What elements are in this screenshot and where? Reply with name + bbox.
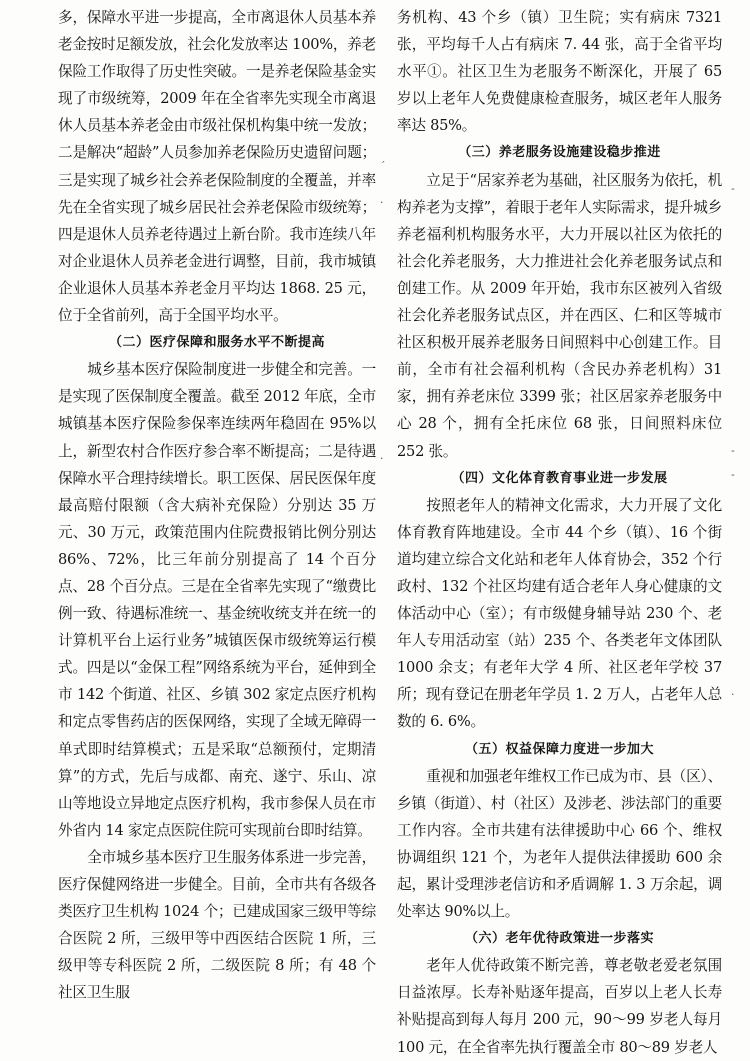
margin-mark: · [380, 196, 384, 209]
paragraph-medical-insurance: 城乡基本医疗保险制度进一步健全和完善。一是实现了医保制度全覆盖。截至 2012 年底，全市城镇基本医疗保险参保率连续两年稳固在 95%以上，新型农村合作医疗参合率不断提高；二是待遇保障水平合理持续增长。职工医保、居民医保年度最高赔付限额（含大病补充保险）分别达 35 万元、30 万元，政策范围内住院费报销比例分别达 86%、72%，比三年前分别提高了 14 个百分点、28 个百分点。三是在全省率先实现了“缴费比例一致、待遇标准统一、基金统收统支并在统一的计算机平台上运行业务”城镇医保市级统筹运行模式。四是以“金保工程”网络系统为平台，延伸到全市 142 个街道、社区、乡镇 302 家定点医疗机构和定点零售药店的医保网络，实现了全域无障碍一单式即时结算模式；五是采取“总额预付，定期清算”的方式，先后与成都、南充、遂宁、乐山、凉山等地设立异地定点医疗机构，我市参保人员在市外省内 14 家定点医院住院可实现前台即时结算。 [58, 361, 376, 839]
section-heading-medical: （二）医疗保障和服务水平不断提高 [108, 335, 325, 351]
section-heading-preferential: （六）老年优待政策进一步落实 [464, 931, 654, 947]
paragraph-preferential: 老年人优待政策不断完善，尊老敬老爱老氛围日益浓厚。长寿补贴逐年提高，百岁以上老人长寿补贴提高到每人每月 200 元，90～99 岁老人每月 100 元，在全省率先执行覆盖全市 80～89 岁老人 [397, 957, 722, 1056]
paragraph-health-service: 全市城乡基本医疗卫生服务体系进一步完善，医疗保健网络进一步健全。目前，全市共有各级各类医疗卫生机构 1024 个；已建成国家三级甲等综合医院 2 所，三级甲等中西医结合医院 1 所，三级甲等专科医院 2 所，二级医院 8 所；有 48 个社区卫生服 [58, 848, 376, 1002]
right-column [397, 4, 722, 1061]
margin-mark: - [731, 468, 735, 481]
paragraph-hospital-beds: 务机构、43 个乡（镇）卫生院；实有病床 7321 张，平均每千人占有病床 7. 44 张，高于全省平均水平①。社区卫生为老服务不断深化，开展了 65 岁以上老年人免费健康检查服务，城区老年人服务率达 85%。 [397, 9, 722, 135]
margin-mark: ´ [380, 160, 386, 173]
section-heading-rights: （五）权益保障力度进一步加大 [464, 741, 654, 757]
left-column [58, 4, 376, 1006]
paragraph-culture-sports: 按照老年人的精神文化需求，大力开展了文化体育教育阵地建设。全市 44 个乡（镇）、16 个街道均建立综合文化站和老年人体育协会，352 个行政村、132 个社区均建有适合老年人身心健康的文体活动中心（室）；有市级健身辅导站 230 个、老年人专用活动室（站）235 个、各类老年文体团队 1000 余支；有老年大学 4 所、社区老年学校 37 所；现有登记在册老年学员 1. 2 万人，占老年人总数的 6. 6%。 [397, 496, 722, 731]
margin-mark: - [731, 182, 735, 195]
paragraph-rights: 重视和加强老年维权工作已成为市、县（区）、乡镇（街道）、村（社区）及涉老、涉法部门的重要工作内容。全市共建有法律援助中心 66 个、维权协调组织 121 个，为老年人提供法律援助 600 余起，累计受理涉老信访和矛盾调解 1. 3 万余起，调处率达 90%以上。 [397, 767, 722, 921]
margin-mark: · [380, 452, 384, 465]
section-heading-elderly-facilities: （三）养老服务设施建设稳步推进 [458, 145, 661, 161]
paragraph-pension: 多，保障水平进一步提高，全市离退休人员基本养老金按时足额发放，社会化发放率达 100%，养老保险工作取得了历史性突破。一是养老保险基金实现了市级统筹，2009 年在全省率先实现全市离退休人员基本养老金由市级社保机构集中统一发放；二是解决“超龄”人员参加养老保险历史遗留问题；三是实现了城乡社会养老保险制度的全覆盖，并率先在全省实现了城乡居民社会养老保险市级统筹；四是退休人员养老待遇过上新台阶。我市连续八年对企业退休人员养老金进行调整，目前，我市城镇企业退休人员基本养老金月平均达 1868. 25 元，位于全省前列，高于全国平均水平。 [58, 9, 376, 325]
paragraph-elderly-facilities: 立足于“居家养老为基础，社区服务为依托，机构养老为支撑”，着眼于老年人实际需求，提升城乡养老福利机构服务水平，大力开展以社区为依托的社会化养老服务，大力推进社会化养老服务试点和创建工作。从 2009 年开始，我市东区被列入省级社会化养老服务试点区，并在西区、仁和区等城市社区积极开展养老服务日间照料中心创建工作。目前，全市有社会福利机构（含民办养老机构）31 家，拥有养老床位 3399 张；社区居家养老服务中心 28 个，拥有全托床位 68 张，日间照料床位 252 张。 [397, 171, 722, 460]
section-heading-culture-sports: （四）文化体育教育事业进一步发展 [451, 470, 668, 486]
margin-mark: · [731, 688, 735, 701]
margin-mark: - [731, 444, 735, 457]
